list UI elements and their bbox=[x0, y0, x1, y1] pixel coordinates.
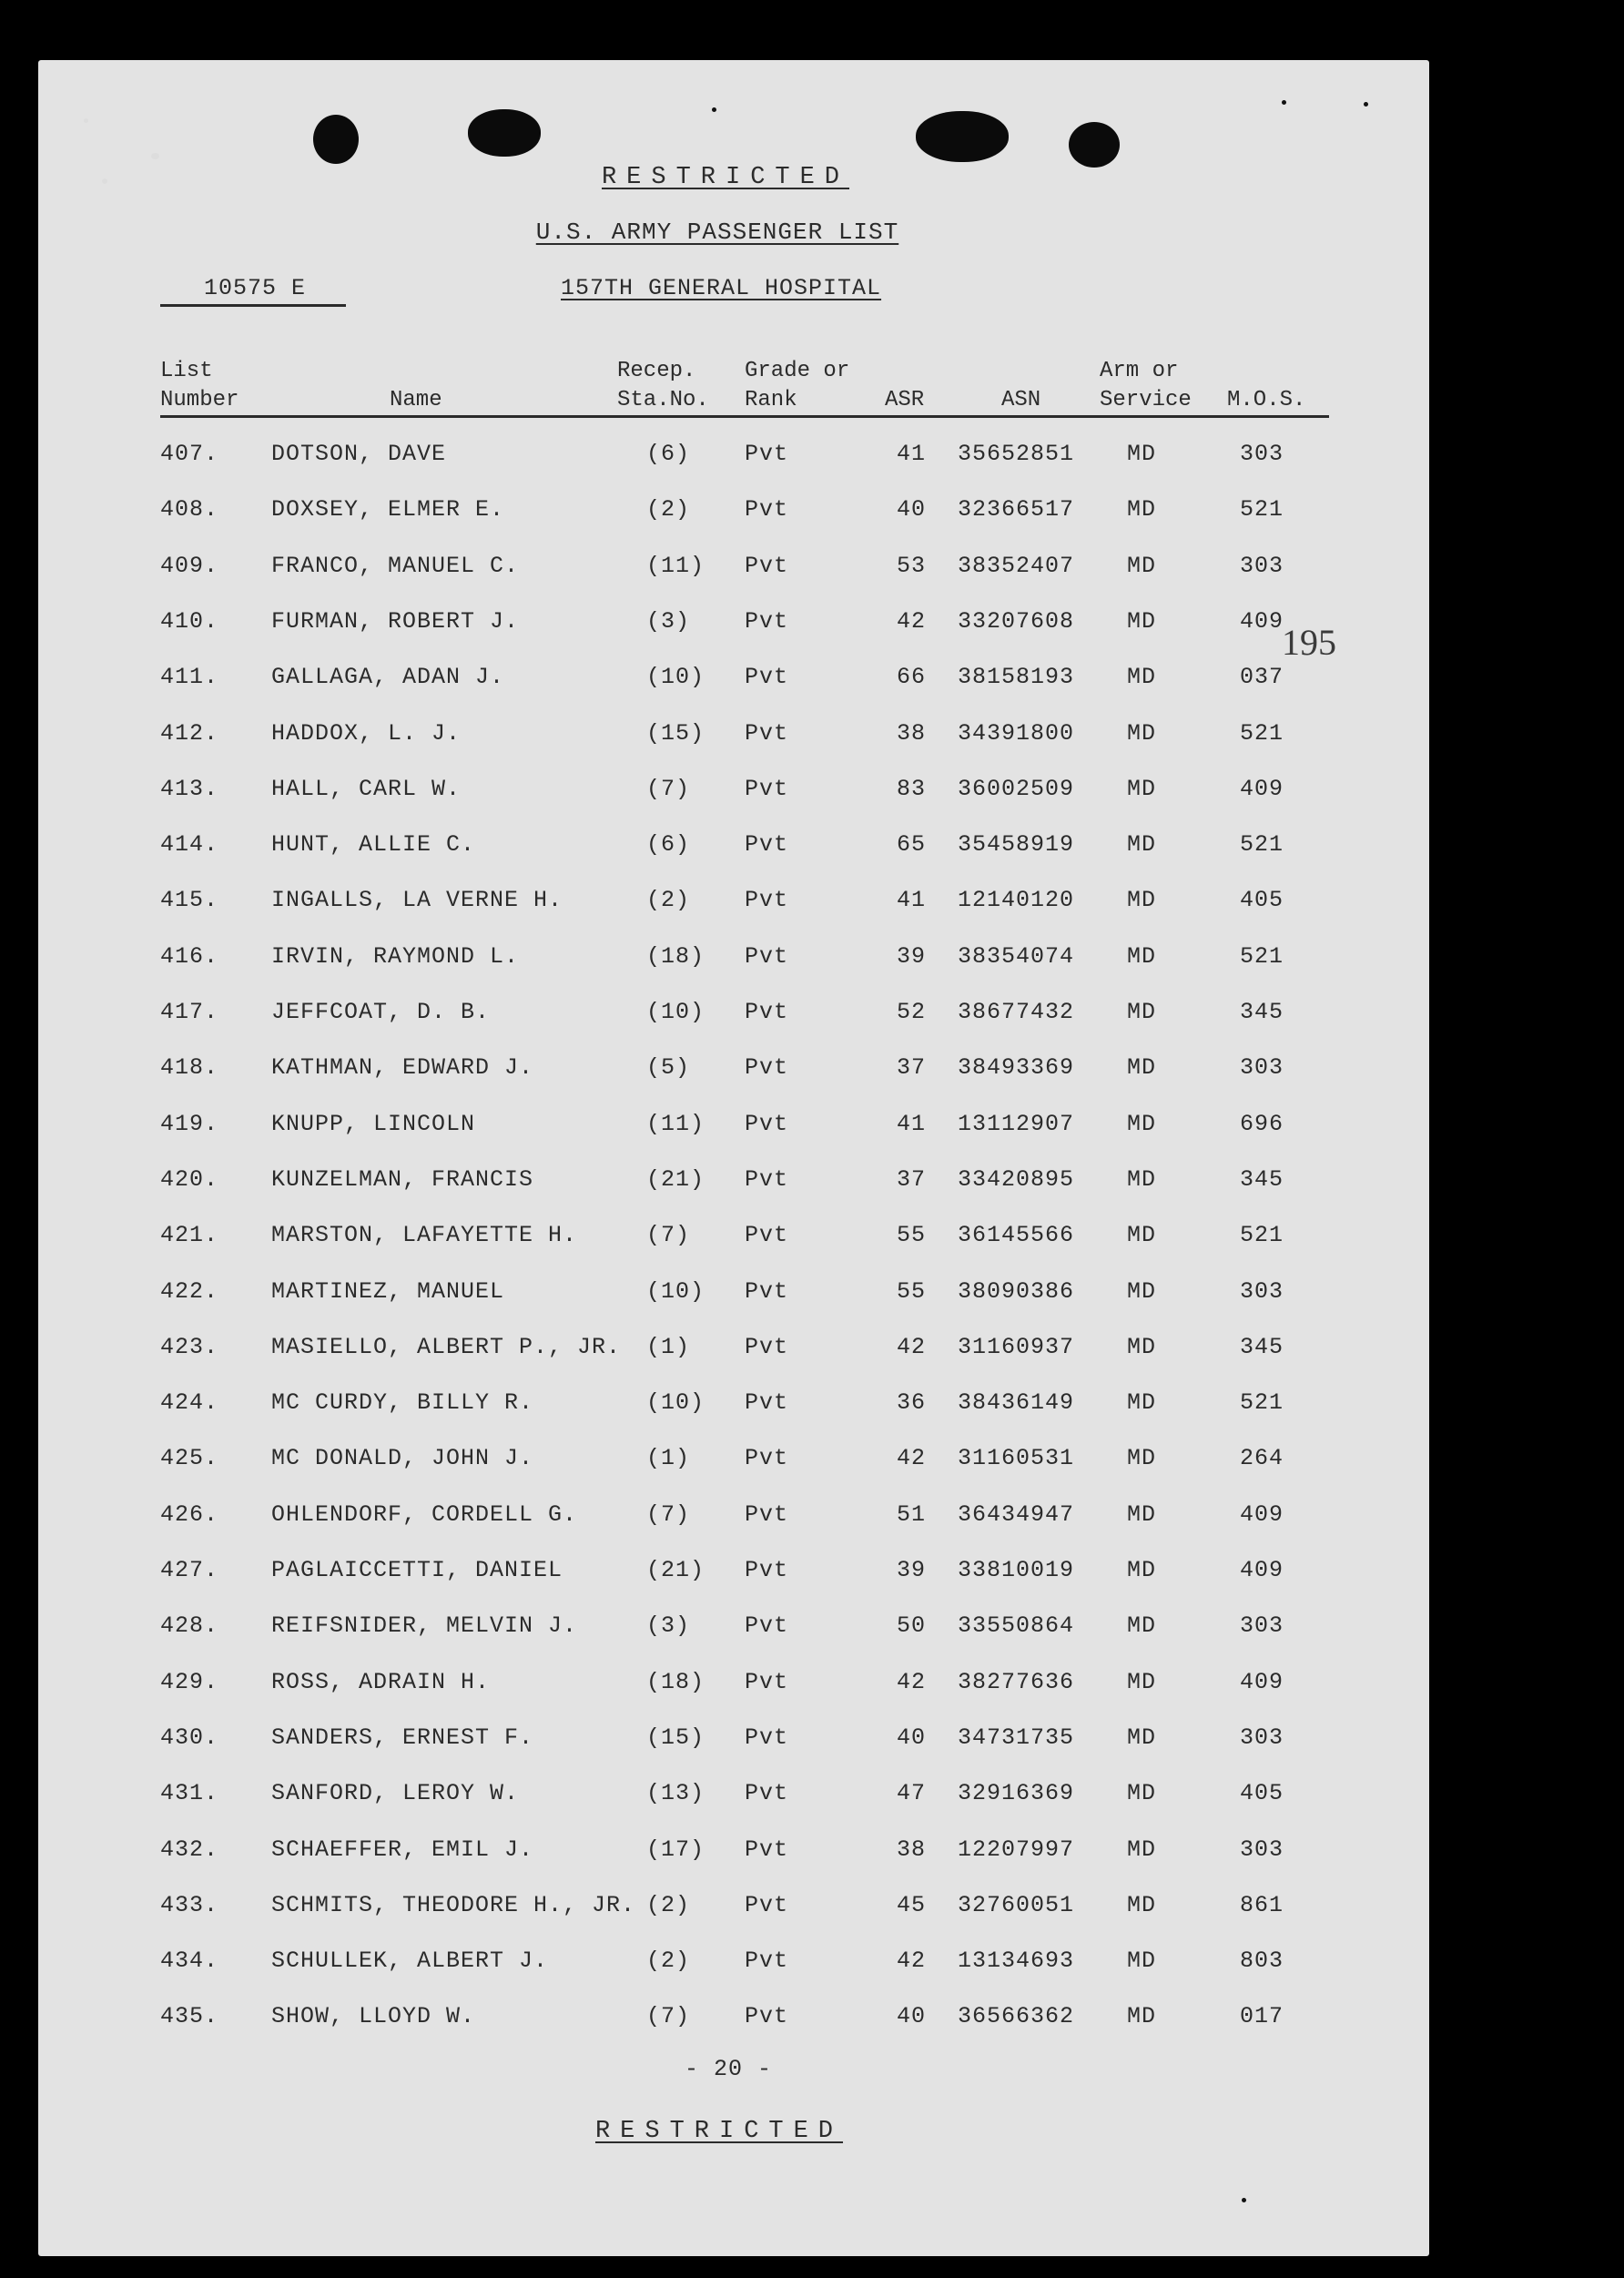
asn-cell: 33420895 bbox=[958, 1166, 1075, 1193]
recep-station-cell: (18) bbox=[646, 1669, 705, 1695]
table-row bbox=[0, 1278, 1624, 1315]
arm-service-cell: MD bbox=[1126, 1222, 1157, 1248]
grade-cell: Pvt bbox=[745, 1612, 789, 1639]
name-cell: KATHMAN, EDWARD J. bbox=[271, 1054, 534, 1081]
recep-station-cell: (15) bbox=[646, 1724, 705, 1751]
asn-cell: 32366517 bbox=[958, 496, 1075, 523]
table-row bbox=[0, 1501, 1624, 1538]
list-number-cell: 410. bbox=[160, 608, 219, 635]
list-number-cell: 417. bbox=[160, 999, 219, 1025]
recep-station-cell: (2) bbox=[646, 1947, 691, 1974]
arm-service-cell: MD bbox=[1126, 1557, 1157, 1583]
table-row bbox=[0, 1947, 1624, 1984]
table-row bbox=[0, 2003, 1624, 2039]
asn-cell: 35458919 bbox=[958, 831, 1075, 858]
table-row bbox=[0, 1724, 1624, 1761]
asr-cell: 42 bbox=[897, 1947, 927, 1974]
mos-cell: 409 bbox=[1239, 776, 1284, 802]
asr-cell: 37 bbox=[897, 1054, 927, 1081]
mos-cell: 861 bbox=[1239, 1892, 1284, 1918]
arm-service-cell: MD bbox=[1126, 1166, 1157, 1193]
arm-service-cell: MD bbox=[1126, 1724, 1157, 1751]
table-row bbox=[0, 999, 1624, 1035]
speck-mark bbox=[84, 118, 88, 123]
mos-cell: 696 bbox=[1239, 1111, 1284, 1137]
asr-cell: 42 bbox=[897, 1445, 927, 1471]
mos-cell: 345 bbox=[1239, 1334, 1284, 1360]
arm-service-cell: MD bbox=[1126, 720, 1157, 747]
arm-service-cell: MD bbox=[1126, 1780, 1157, 1806]
table-row bbox=[0, 496, 1624, 533]
list-number-cell: 412. bbox=[160, 720, 219, 747]
grade-cell: Pvt bbox=[745, 1278, 789, 1305]
arm-service-cell: MD bbox=[1126, 943, 1157, 970]
list-number-cell: 407. bbox=[160, 441, 219, 467]
asr-cell: 39 bbox=[897, 1557, 927, 1583]
arm-service-cell: MD bbox=[1126, 999, 1157, 1025]
grade-cell: Pvt bbox=[745, 1445, 789, 1471]
asr-cell: 83 bbox=[897, 776, 927, 802]
asn-cell: 35652851 bbox=[958, 441, 1075, 467]
grade-cell: Pvt bbox=[745, 1166, 789, 1193]
arm-service-cell: MD bbox=[1126, 887, 1157, 913]
arm-service-cell: MD bbox=[1126, 1111, 1157, 1137]
asr-cell: 40 bbox=[897, 2003, 927, 2029]
table-row bbox=[0, 1389, 1624, 1426]
speck-mark bbox=[1282, 100, 1286, 105]
grade-cell: Pvt bbox=[745, 1947, 789, 1974]
recep-station-cell: (11) bbox=[646, 1111, 705, 1137]
mos-cell: 405 bbox=[1239, 887, 1284, 913]
mos-cell: 303 bbox=[1239, 553, 1284, 579]
name-cell: SCHMITS, THEODORE H., JR. bbox=[271, 1892, 636, 1918]
list-number-cell: 425. bbox=[160, 1445, 219, 1471]
page-stamp-number: 195 bbox=[1282, 622, 1336, 663]
asr-cell: 40 bbox=[897, 1724, 927, 1751]
asr-cell: 41 bbox=[897, 887, 927, 913]
mos-cell: 521 bbox=[1239, 1222, 1284, 1248]
asr-cell: 42 bbox=[897, 608, 927, 635]
name-cell: MARTINEZ, MANUEL bbox=[271, 1278, 505, 1305]
header-asn: ASN bbox=[1001, 388, 1041, 412]
grade-cell: Pvt bbox=[745, 999, 789, 1025]
mos-cell: 521 bbox=[1239, 720, 1284, 747]
recep-station-cell: (3) bbox=[646, 608, 691, 635]
recep-station-cell: (10) bbox=[646, 1278, 705, 1305]
arm-service-cell: MD bbox=[1126, 1612, 1157, 1639]
table-row bbox=[0, 1669, 1624, 1705]
recep-station-cell: (7) bbox=[646, 1222, 691, 1248]
grade-cell: Pvt bbox=[745, 1054, 789, 1081]
asn-cell: 38090386 bbox=[958, 1278, 1075, 1305]
name-cell: DOTSON, DAVE bbox=[271, 441, 447, 467]
header-asr: ASR bbox=[885, 388, 925, 412]
list-number-cell: 432. bbox=[160, 1836, 219, 1863]
page-number: - 20 - bbox=[684, 2056, 773, 2082]
list-number-cell: 420. bbox=[160, 1166, 219, 1193]
grade-cell: Pvt bbox=[745, 1557, 789, 1583]
arm-service-cell: MD bbox=[1126, 441, 1157, 467]
recep-station-cell: (2) bbox=[646, 1892, 691, 1918]
name-cell: HADDOX, L. J. bbox=[271, 720, 462, 747]
arm-service-cell: MD bbox=[1126, 608, 1157, 635]
asr-cell: 36 bbox=[897, 1389, 927, 1416]
recep-station-cell: (6) bbox=[646, 441, 691, 467]
asr-cell: 50 bbox=[897, 1612, 927, 1639]
name-cell: FURMAN, ROBERT J. bbox=[271, 608, 520, 635]
name-cell: HALL, CARL W. bbox=[271, 776, 462, 802]
asn-cell: 31160937 bbox=[958, 1334, 1075, 1360]
speck-mark bbox=[712, 107, 716, 112]
list-number-cell: 426. bbox=[160, 1501, 219, 1528]
table-row bbox=[0, 1054, 1624, 1091]
speck-mark bbox=[102, 178, 107, 184]
asr-cell: 38 bbox=[897, 1836, 927, 1863]
grade-cell: Pvt bbox=[745, 2003, 789, 2029]
grade-cell: Pvt bbox=[745, 720, 789, 747]
mos-cell: 303 bbox=[1239, 1054, 1284, 1081]
recep-station-cell: (5) bbox=[646, 1054, 691, 1081]
classification-bottom: RESTRICTED bbox=[594, 2118, 844, 2145]
mos-cell: 521 bbox=[1239, 496, 1284, 523]
mos-cell: 345 bbox=[1239, 999, 1284, 1025]
mos-cell: 521 bbox=[1239, 1389, 1284, 1416]
grade-cell: Pvt bbox=[745, 1780, 789, 1806]
name-cell: OHLENDORF, CORDELL G. bbox=[271, 1501, 578, 1528]
name-cell: MC CURDY, BILLY R. bbox=[271, 1389, 534, 1416]
list-number-cell: 429. bbox=[160, 1669, 219, 1695]
asr-cell: 41 bbox=[897, 1111, 927, 1137]
table-row bbox=[0, 1111, 1624, 1147]
arm-service-cell: MD bbox=[1126, 1892, 1157, 1918]
name-cell: JEFFCOAT, D. B. bbox=[271, 999, 491, 1025]
recep-station-cell: (7) bbox=[646, 776, 691, 802]
asn-cell: 38436149 bbox=[958, 1389, 1075, 1416]
asr-cell: 66 bbox=[897, 664, 927, 690]
asn-cell: 34391800 bbox=[958, 720, 1075, 747]
arm-service-cell: MD bbox=[1126, 1947, 1157, 1974]
mos-cell: 345 bbox=[1239, 1166, 1284, 1193]
asn-cell: 32760051 bbox=[958, 1892, 1075, 1918]
name-cell: SCHULLEK, ALBERT J. bbox=[271, 1947, 549, 1974]
mos-cell: 037 bbox=[1239, 664, 1284, 690]
asr-cell: 65 bbox=[897, 831, 927, 858]
recep-station-cell: (10) bbox=[646, 999, 705, 1025]
header-list-number: List Number bbox=[160, 359, 239, 412]
recep-station-cell: (7) bbox=[646, 1501, 691, 1528]
list-number-cell: 418. bbox=[160, 1054, 219, 1081]
punch-hole-left bbox=[313, 115, 359, 164]
asn-cell: 36002509 bbox=[958, 776, 1075, 802]
table-row bbox=[0, 943, 1624, 980]
mos-cell: 803 bbox=[1239, 1947, 1284, 1974]
table-row bbox=[0, 664, 1624, 700]
mos-cell: 521 bbox=[1239, 831, 1284, 858]
asn-cell: 13134693 bbox=[958, 1947, 1075, 1974]
asn-cell: 38493369 bbox=[958, 1054, 1075, 1081]
list-number-cell: 424. bbox=[160, 1389, 219, 1416]
mos-cell: 303 bbox=[1239, 441, 1284, 467]
arm-service-cell: MD bbox=[1126, 1334, 1157, 1360]
asr-cell: 42 bbox=[897, 1669, 927, 1695]
punch-hole-right bbox=[1069, 122, 1120, 168]
list-number-cell: 415. bbox=[160, 887, 219, 913]
arm-service-cell: MD bbox=[1126, 1669, 1157, 1695]
header-arm-service: Arm or Service bbox=[1100, 359, 1192, 412]
grade-cell: Pvt bbox=[745, 553, 789, 579]
asr-cell: 51 bbox=[897, 1501, 927, 1528]
list-number-cell: 416. bbox=[160, 943, 219, 970]
asn-cell: 12140120 bbox=[958, 887, 1075, 913]
table-row bbox=[0, 1445, 1624, 1481]
grade-cell: Pvt bbox=[745, 776, 789, 802]
grade-cell: Pvt bbox=[745, 1389, 789, 1416]
recep-station-cell: (15) bbox=[646, 720, 705, 747]
asr-cell: 41 bbox=[897, 441, 927, 467]
name-cell: PAGLAICCETTI, DANIEL bbox=[271, 1557, 563, 1583]
mos-cell: 017 bbox=[1239, 2003, 1284, 2029]
asn-cell: 32916369 bbox=[958, 1780, 1075, 1806]
asn-cell: 36145566 bbox=[958, 1222, 1075, 1248]
asn-cell: 34731735 bbox=[958, 1724, 1075, 1751]
arm-service-cell: MD bbox=[1126, 496, 1157, 523]
mos-cell: 409 bbox=[1239, 1669, 1284, 1695]
classification-top: RESTRICTED bbox=[601, 164, 850, 191]
arm-service-cell: MD bbox=[1126, 1278, 1157, 1305]
recep-station-cell: (1) bbox=[646, 1445, 691, 1471]
table-row bbox=[0, 1892, 1624, 1928]
table-row bbox=[0, 1557, 1624, 1593]
mos-cell: 303 bbox=[1239, 1724, 1284, 1751]
header-grade-rank: Grade or Rank bbox=[745, 359, 850, 412]
recep-station-cell: (6) bbox=[646, 831, 691, 858]
table-row bbox=[0, 441, 1624, 477]
grade-cell: Pvt bbox=[745, 1111, 789, 1137]
arm-service-cell: MD bbox=[1126, 664, 1157, 690]
punch-hole-center-right bbox=[916, 111, 1009, 162]
name-cell: ROSS, ADRAIN H. bbox=[271, 1669, 491, 1695]
table-row bbox=[0, 887, 1624, 923]
grade-cell: Pvt bbox=[745, 1334, 789, 1360]
asn-cell: 38677432 bbox=[958, 999, 1075, 1025]
list-number-cell: 419. bbox=[160, 1111, 219, 1137]
asn-cell: 36566362 bbox=[958, 2003, 1075, 2029]
grade-cell: Pvt bbox=[745, 831, 789, 858]
asr-cell: 42 bbox=[897, 1334, 927, 1360]
grade-cell: Pvt bbox=[745, 496, 789, 523]
recep-station-cell: (13) bbox=[646, 1780, 705, 1806]
name-cell: SANFORD, LEROY W. bbox=[271, 1780, 520, 1806]
table-row bbox=[0, 1780, 1624, 1816]
grade-cell: Pvt bbox=[745, 1836, 789, 1863]
mos-cell: 303 bbox=[1239, 1836, 1284, 1863]
speck-mark bbox=[1242, 2198, 1246, 2202]
list-number-cell: 414. bbox=[160, 831, 219, 858]
shipment-underline bbox=[160, 304, 346, 307]
name-cell: SANDERS, ERNEST F. bbox=[271, 1724, 534, 1751]
arm-service-cell: MD bbox=[1126, 776, 1157, 802]
grade-cell: Pvt bbox=[745, 943, 789, 970]
asn-cell: 38354074 bbox=[958, 943, 1075, 970]
list-number-cell: 413. bbox=[160, 776, 219, 802]
recep-station-cell: (21) bbox=[646, 1557, 705, 1583]
list-number-cell: 409. bbox=[160, 553, 219, 579]
name-cell: SCHAEFFER, EMIL J. bbox=[271, 1836, 534, 1863]
asn-cell: 38277636 bbox=[958, 1669, 1075, 1695]
asn-cell: 38352407 bbox=[958, 553, 1075, 579]
arm-service-cell: MD bbox=[1126, 1054, 1157, 1081]
name-cell: KUNZELMAN, FRANCIS bbox=[271, 1166, 534, 1193]
grade-cell: Pvt bbox=[745, 1501, 789, 1528]
asr-cell: 53 bbox=[897, 553, 927, 579]
list-number-cell: 422. bbox=[160, 1278, 219, 1305]
table-row bbox=[0, 720, 1624, 757]
grade-cell: Pvt bbox=[745, 1669, 789, 1695]
recep-station-cell: (7) bbox=[646, 2003, 691, 2029]
recep-station-cell: (17) bbox=[646, 1836, 705, 1863]
asn-cell: 36434947 bbox=[958, 1501, 1075, 1528]
name-cell: MC DONALD, JOHN J. bbox=[271, 1445, 534, 1471]
table-row bbox=[0, 776, 1624, 812]
asr-cell: 40 bbox=[897, 496, 927, 523]
list-number-cell: 411. bbox=[160, 664, 219, 690]
mos-cell: 409 bbox=[1239, 1557, 1284, 1583]
recep-station-cell: (18) bbox=[646, 943, 705, 970]
arm-service-cell: MD bbox=[1126, 1501, 1157, 1528]
recep-station-cell: (3) bbox=[646, 1612, 691, 1639]
list-number-cell: 431. bbox=[160, 1780, 219, 1806]
grade-cell: Pvt bbox=[745, 664, 789, 690]
header-recep-sta-no: Recep. Sta.No. bbox=[617, 359, 709, 412]
list-number-cell: 427. bbox=[160, 1557, 219, 1583]
arm-service-cell: MD bbox=[1126, 2003, 1157, 2029]
recep-station-cell: (10) bbox=[646, 1389, 705, 1416]
list-number-cell: 423. bbox=[160, 1334, 219, 1360]
name-cell: MARSTON, LAFAYETTE H. bbox=[271, 1222, 578, 1248]
recep-station-cell: (1) bbox=[646, 1334, 691, 1360]
asn-cell: 31160531 bbox=[958, 1445, 1075, 1471]
name-cell: DOXSEY, ELMER E. bbox=[271, 496, 505, 523]
table-row bbox=[0, 1222, 1624, 1258]
arm-service-cell: MD bbox=[1126, 1836, 1157, 1863]
name-cell: KNUPP, LINCOLN bbox=[271, 1111, 476, 1137]
mos-cell: 303 bbox=[1239, 1278, 1284, 1305]
shipment-number: 10575 E bbox=[204, 275, 307, 301]
asr-cell: 55 bbox=[897, 1222, 927, 1248]
asr-cell: 39 bbox=[897, 943, 927, 970]
asr-cell: 47 bbox=[897, 1780, 927, 1806]
grade-cell: Pvt bbox=[745, 1222, 789, 1248]
recep-station-cell: (10) bbox=[646, 664, 705, 690]
list-number-cell: 435. bbox=[160, 2003, 219, 2029]
asr-cell: 52 bbox=[897, 999, 927, 1025]
grade-cell: Pvt bbox=[745, 1892, 789, 1918]
grade-cell: Pvt bbox=[745, 887, 789, 913]
recep-station-cell: (2) bbox=[646, 496, 691, 523]
list-number-cell: 430. bbox=[160, 1724, 219, 1751]
asr-cell: 37 bbox=[897, 1166, 927, 1193]
name-cell: REIFSNIDER, MELVIN J. bbox=[271, 1612, 578, 1639]
mos-cell: 303 bbox=[1239, 1612, 1284, 1639]
name-cell: IRVIN, RAYMOND L. bbox=[271, 943, 520, 970]
name-cell: GALLAGA, ADAN J. bbox=[271, 664, 505, 690]
table-row bbox=[0, 1612, 1624, 1649]
table-row bbox=[0, 831, 1624, 868]
list-number-cell: 421. bbox=[160, 1222, 219, 1248]
recep-station-cell: (2) bbox=[646, 887, 691, 913]
table-row bbox=[0, 1836, 1624, 1873]
document-title: U.S. ARMY PASSENGER LIST bbox=[535, 219, 899, 246]
list-number-cell: 408. bbox=[160, 496, 219, 523]
mos-cell: 264 bbox=[1239, 1445, 1284, 1471]
arm-service-cell: MD bbox=[1126, 1445, 1157, 1471]
header-name: Name bbox=[390, 388, 442, 412]
grade-cell: Pvt bbox=[745, 608, 789, 635]
asn-cell: 12207997 bbox=[958, 1836, 1075, 1863]
grade-cell: Pvt bbox=[745, 441, 789, 467]
asn-cell: 33207608 bbox=[958, 608, 1075, 635]
asn-cell: 33810019 bbox=[958, 1557, 1075, 1583]
header-mos: M.O.S. bbox=[1227, 388, 1306, 412]
arm-service-cell: MD bbox=[1126, 1389, 1157, 1416]
table-row bbox=[0, 1166, 1624, 1203]
table-row bbox=[0, 553, 1624, 589]
name-cell: SHOW, LLOYD W. bbox=[271, 2003, 476, 2029]
speck-mark bbox=[151, 153, 159, 159]
list-number-cell: 428. bbox=[160, 1612, 219, 1639]
name-cell: FRANCO, MANUEL C. bbox=[271, 553, 520, 579]
asn-cell: 38158193 bbox=[958, 664, 1075, 690]
asn-cell: 13112907 bbox=[958, 1111, 1075, 1137]
mos-cell: 405 bbox=[1239, 1780, 1284, 1806]
mos-cell: 521 bbox=[1239, 943, 1284, 970]
recep-station-cell: (11) bbox=[646, 553, 705, 579]
asr-cell: 45 bbox=[897, 1892, 927, 1918]
list-number-cell: 433. bbox=[160, 1892, 219, 1918]
asr-cell: 55 bbox=[897, 1278, 927, 1305]
table-row bbox=[0, 1334, 1624, 1370]
arm-service-cell: MD bbox=[1126, 553, 1157, 579]
asr-cell: 38 bbox=[897, 720, 927, 747]
recep-station-cell: (21) bbox=[646, 1166, 705, 1193]
mos-cell: 409 bbox=[1239, 1501, 1284, 1528]
speck-mark bbox=[1364, 102, 1368, 107]
arm-service-cell: MD bbox=[1126, 831, 1157, 858]
grade-cell: Pvt bbox=[745, 1724, 789, 1751]
unit-name: 157TH GENERAL HOSPITAL bbox=[561, 275, 882, 301]
name-cell: HUNT, ALLIE C. bbox=[271, 831, 476, 858]
asn-cell: 33550864 bbox=[958, 1612, 1075, 1639]
table-row bbox=[0, 608, 1624, 645]
mos-cell: 409 bbox=[1239, 608, 1284, 635]
name-cell: MASIELLO, ALBERT P., JR. bbox=[271, 1334, 622, 1360]
header-rule bbox=[160, 415, 1329, 418]
list-number-cell: 434. bbox=[160, 1947, 219, 1974]
name-cell: INGALLS, LA VERNE H. bbox=[271, 887, 563, 913]
punch-hole-center-left bbox=[468, 109, 541, 157]
